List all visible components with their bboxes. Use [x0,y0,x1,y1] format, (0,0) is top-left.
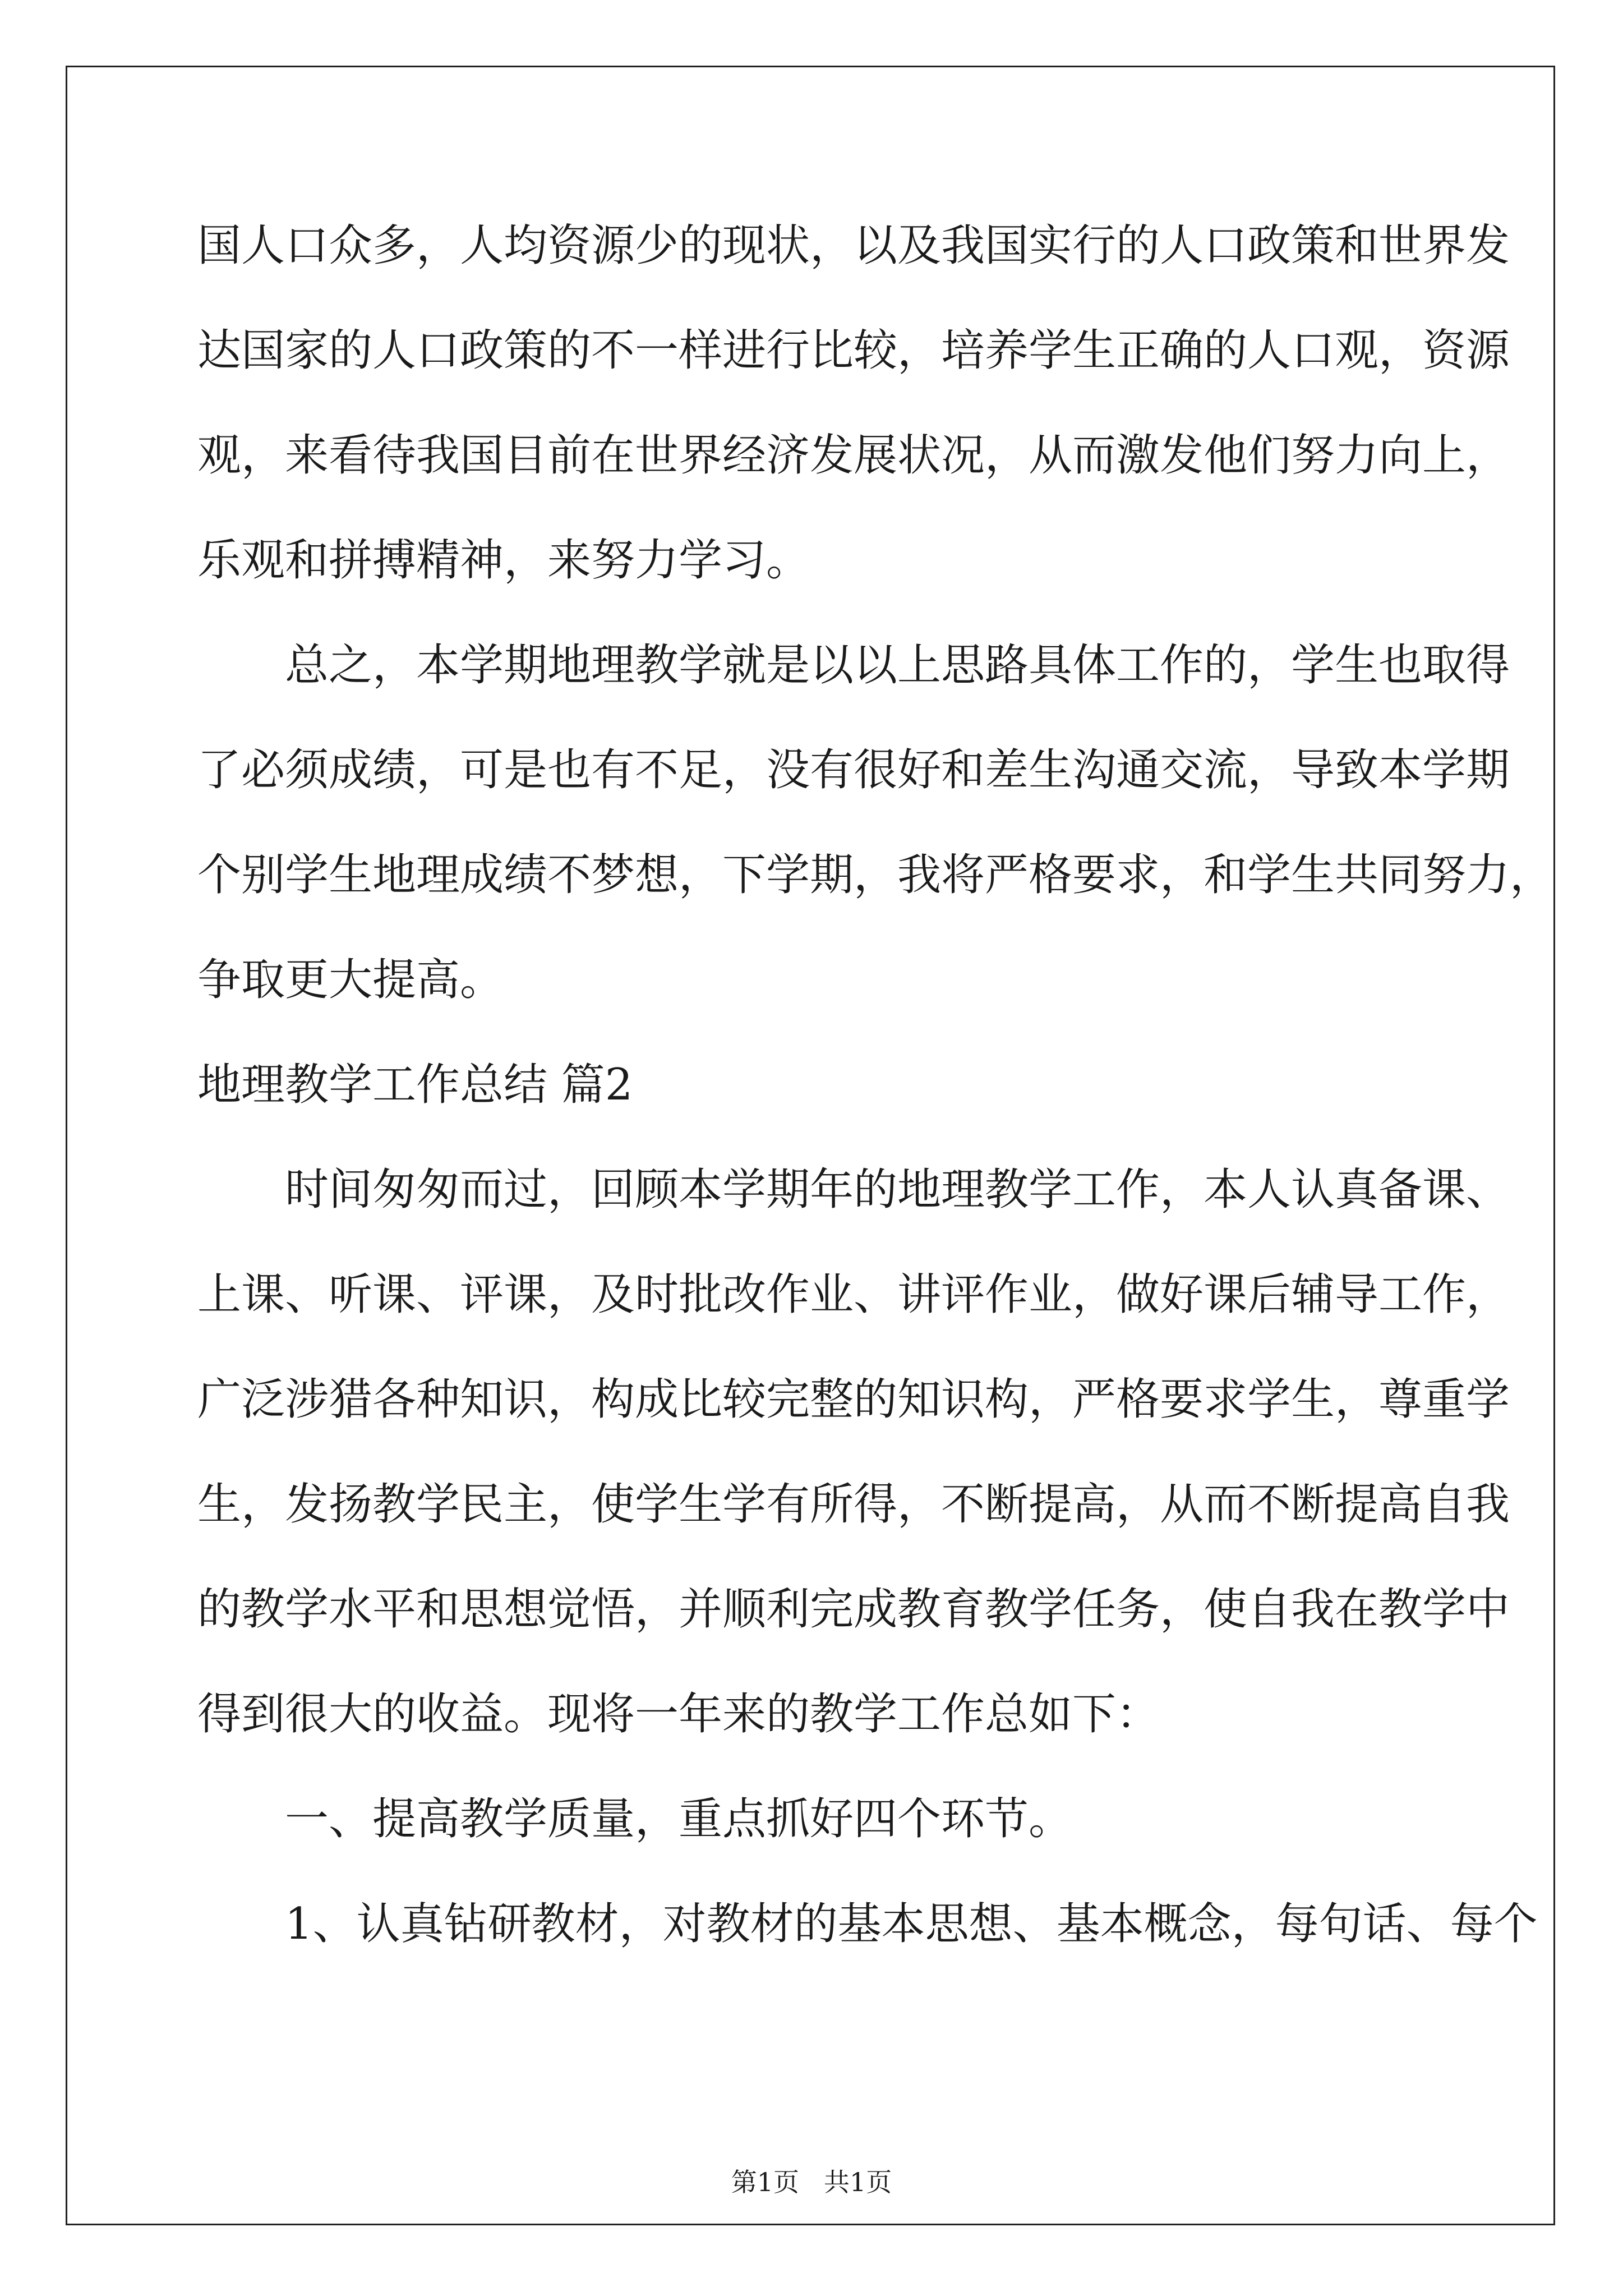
text-line-15: 得到很大的收益。现将一年来的教学工作总如下： [197,1689,1160,1740]
text-line-14: 的教学水平和思想觉悟，并顺利完成教育教学任务，使自我在教学中 [197,1584,1510,1635]
page-footer [0,2165,1623,2199]
text-line-3: 观，来看待我国目前在世界经济发展状况，从而激发他们努力向上， [197,430,1510,481]
text-line-17: 1、认真钻研教材，对教材的基本思想、基本概念，每句话、每个 [285,1899,1538,1949]
text-line-7: 个别学生地理成绩不梦想，下学期，我将严格要求，和学生共同努力， [197,850,1554,900]
text-line-10: 时间匆匆而过，回顾本学期年的地理教学工作，本人认真备课、 [285,1165,1510,1215]
text-line-12: 广泛涉猎各种知识，构成比较完整的知识构，严格要求学生，尊重学 [197,1374,1510,1425]
text-line-11: 上课、听课、评课，及时批改作业、讲评作业，做好课后辅导工作， [197,1269,1510,1320]
page-number: 第1页 [731,2167,800,2197]
text-line-13: 生，发扬教学民主，使学生学有所得，不断提高，从而不断提高自我 [197,1479,1510,1530]
text-line-2: 达国家的人口政策的不一样进行比较，培养学生正确的人口观，资源 [197,325,1510,376]
text-line-8: 争取更大提高。 [197,955,504,1005]
text-line-4: 乐观和拼搏精神，来努力学习。 [197,535,810,586]
text-line-5: 总之，本学期地理教学就是以以上思路具体工作的，学生也取得 [285,640,1510,691]
text-line-6: 了必须成绩，可是也有不足，没有很好和差生沟通交流，导致本学期 [197,745,1510,795]
section-heading: 地理教学工作总结 篇2 [197,1060,633,1110]
text-line-16: 一、提高教学质量，重点抓好四个环节。 [285,1794,1073,1844]
document-body [197,212,1554,1995]
text-line-1: 国人口众多，人均资源少的现状，以及我国实行的人口政策和世界发 [197,220,1510,271]
page-total: 共1页 [823,2167,892,2197]
